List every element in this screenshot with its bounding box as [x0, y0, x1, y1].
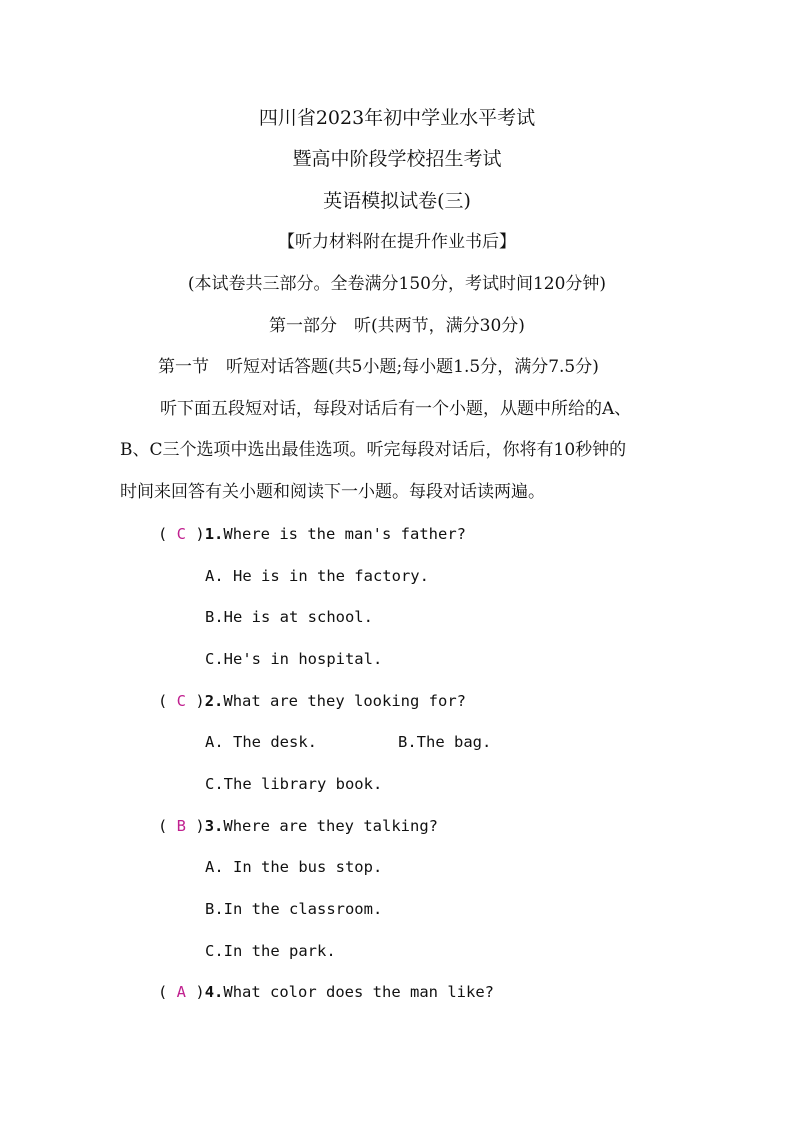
question-4-text: What color does the man like? — [223, 983, 494, 1001]
question-2-answer: C — [176, 692, 187, 710]
exam-paper-name: 英语模拟试卷(三) — [323, 190, 471, 212]
answer-bracket-open: ( — [158, 983, 177, 1001]
question-2-option-c: C.The library book. — [205, 775, 383, 793]
question-3-number: 3. — [204, 817, 224, 835]
question-1-option-a: A. He is in the factory. — [205, 567, 429, 585]
part1-heading: 第一部分 听(共两节，满分30分) — [269, 316, 525, 336]
exam-info: (本试卷共三部分。全卷满分150分，考试时间120分钟) — [187, 274, 607, 294]
question-1-answer: C — [176, 525, 187, 543]
question-2-option-b: B.The bag. — [398, 733, 492, 751]
answer-bracket-close: ) — [186, 983, 205, 1001]
question-4-number: 4. — [204, 983, 224, 1001]
question-1-option-b: B.He is at school. — [205, 608, 373, 626]
answer-bracket-open: ( — [158, 692, 177, 710]
answer-bracket-close: ) — [186, 817, 205, 835]
question-3-option-b: B.In the classroom. — [205, 900, 383, 918]
answer-bracket-open: ( — [158, 525, 177, 543]
answer-bracket-open: ( — [158, 817, 177, 835]
question-2-text: What are they looking for? — [223, 692, 466, 710]
answer-bracket-close: ) — [186, 692, 205, 710]
question-3-option-a: A. In the bus stop. — [205, 858, 383, 876]
instructions-line-2: B、C三个选项中选出最佳选项。听完每段对话后，你将有10秒钟的 — [120, 440, 627, 460]
question-4-answer: A — [176, 983, 187, 1001]
question-4 — [158, 980, 494, 1004]
question-1-option-c: C.He's in hospital. — [205, 650, 383, 668]
exam-subtitle: 暨高中阶段学校招生考试 — [292, 148, 502, 170]
answer-bracket-close: ) — [186, 525, 205, 543]
question-2 — [158, 689, 466, 713]
question-2-option-a: A. The desk. — [205, 733, 317, 751]
question-1 — [158, 522, 466, 546]
question-2-number: 2. — [204, 692, 224, 710]
question-3-option-c: C.In the park. — [205, 942, 336, 960]
exam-title: 四川省2023年初中学业水平考试 — [258, 107, 536, 129]
question-1-text: Where is the man's father? — [223, 525, 466, 543]
question-1-number: 1. — [204, 525, 224, 543]
question-3 — [158, 814, 438, 838]
listening-material-note: 【听力材料附在提升作业书后】 — [278, 232, 516, 252]
instructions-line-1: 听下面五段短对话，每段对话后有一个小题，从题中所给的A、 — [160, 399, 632, 419]
instructions-line-3: 时间来回答有关小题和阅读下一小题。每段对话读两遍。 — [120, 482, 545, 502]
question-3-answer: B — [176, 817, 187, 835]
section1-heading: 第一节 听短对话答题(共5小题;每小题1.5分，满分7.5分) — [158, 357, 599, 377]
question-3-text: Where are they talking? — [223, 817, 438, 835]
